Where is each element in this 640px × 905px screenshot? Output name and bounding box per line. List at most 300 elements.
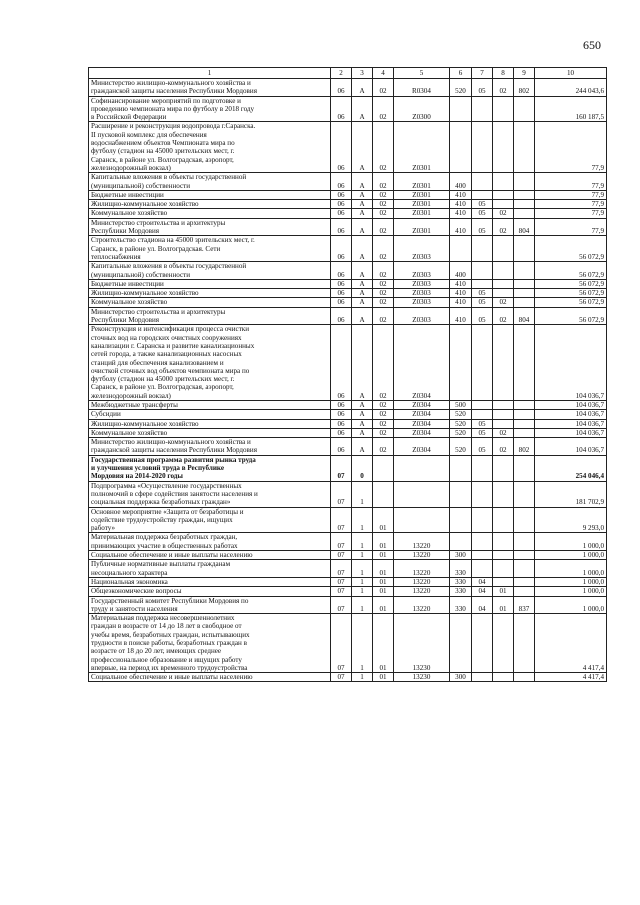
cell-section — [472, 551, 493, 560]
cell-section — [472, 173, 493, 191]
cell-expense-type — [450, 96, 472, 122]
cell-subprogram: 1 — [352, 533, 373, 551]
cell-program: 06 — [331, 438, 352, 456]
column-header: 9 — [514, 68, 535, 79]
cell-ministry: 802 — [514, 79, 535, 97]
cell-program: 07 — [331, 673, 352, 682]
cell-ministry — [514, 419, 535, 428]
table-row — [89, 173, 607, 191]
table-row — [89, 438, 607, 456]
cell-amount: 104 036,7 — [535, 410, 607, 419]
cell-program: 06 — [331, 325, 352, 401]
cell-program: 06 — [331, 218, 352, 236]
cell-event: 02 — [373, 209, 394, 218]
cell-subprogram: А — [352, 428, 373, 437]
cell-section: 04 — [472, 596, 493, 614]
row-description: Министерство строительства и архитектуры Республики Мордовия — [89, 218, 331, 236]
cell-expense-type: 300 — [450, 673, 472, 682]
cell-section — [472, 673, 493, 682]
table-row — [89, 209, 607, 218]
row-description: Жилищно-коммунальное хозяйство — [89, 289, 331, 298]
cell-amount: 104 036,7 — [535, 428, 607, 437]
cell-program: 06 — [331, 410, 352, 419]
cell-direction: Z0301 — [394, 122, 450, 173]
cell-section — [472, 560, 493, 578]
cell-direction: Z0304 — [394, 410, 450, 419]
cell-event: 02 — [373, 218, 394, 236]
cell-expense-type: 400 — [450, 262, 472, 280]
cell-subsection — [493, 190, 514, 199]
column-header: 8 — [493, 68, 514, 79]
cell-expense-type — [450, 614, 472, 673]
table-row — [89, 307, 607, 325]
cell-expense-type: 520 — [450, 428, 472, 437]
cell-expense-type: 410 — [450, 218, 472, 236]
cell-ministry: 804 — [514, 218, 535, 236]
cell-direction: 13220 — [394, 551, 450, 560]
cell-direction: Z0300 — [394, 96, 450, 122]
cell-expense-type — [450, 507, 472, 533]
cell-amount: 56 072,9 — [535, 236, 607, 262]
row-description: Основное мероприятие «Защита от безработицы и содействие трудоустройству граждан, ищущих работу» — [89, 507, 331, 533]
cell-event: 02 — [373, 236, 394, 262]
cell-ministry — [514, 673, 535, 682]
cell-program: 06 — [331, 400, 352, 409]
cell-expense-type: 410 — [450, 279, 472, 288]
cell-event: 02 — [373, 279, 394, 288]
cell-direction: 13220 — [394, 587, 450, 596]
cell-ministry — [514, 560, 535, 578]
row-description: Расширение и реконструкция водопровода г.Саранска. II пусковой комплекс для обеспечения водоснабжением объектов Чемпионата мира по футболу (стадион на 45000 зрительских мест, г. Саранск, в районе ул. Волгоградская, аэропорт, железнодорожный вокзал) — [89, 122, 331, 173]
row-description: Министерство жилищно-коммунального хозяйства и гражданской защиты населения Республики Мордовия — [89, 438, 331, 456]
cell-subprogram: А — [352, 190, 373, 199]
cell-ministry — [514, 533, 535, 551]
table-row — [89, 614, 607, 673]
cell-subsection: 01 — [493, 596, 514, 614]
column-header: 1 — [89, 68, 331, 79]
cell-section — [472, 455, 493, 481]
cell-expense-type: 410 — [450, 307, 472, 325]
cell-ministry — [514, 587, 535, 596]
cell-expense-type: 410 — [450, 190, 472, 199]
cell-subsection — [493, 325, 514, 401]
cell-ministry — [514, 173, 535, 191]
cell-section: 05 — [472, 200, 493, 209]
cell-amount: 1 000,0 — [535, 596, 607, 614]
column-header: 5 — [394, 68, 450, 79]
cell-expense-type: 520 — [450, 438, 472, 456]
cell-amount: 1 000,0 — [535, 587, 607, 596]
cell-direction: Z0301 — [394, 218, 450, 236]
cell-amount: 1 000,0 — [535, 533, 607, 551]
cell-ministry — [514, 236, 535, 262]
table-row — [89, 190, 607, 199]
cell-subprogram: А — [352, 307, 373, 325]
cell-program: 07 — [331, 587, 352, 596]
cell-event: 02 — [373, 79, 394, 97]
cell-subprogram: А — [352, 96, 373, 122]
cell-subsection — [493, 614, 514, 673]
cell-ministry — [514, 122, 535, 173]
cell-expense-type — [450, 325, 472, 401]
column-header: 2 — [331, 68, 352, 79]
row-description: Софинансирование мероприятий по подготовке и проведению чемпионата мира по футболу в 2018 году в Российской Федерации — [89, 96, 331, 122]
table-row — [89, 507, 607, 533]
cell-program: 06 — [331, 279, 352, 288]
row-description: Подпрограмма «Осуществление государственных полномочий в сфере содействия занятости населения и социальная поддержка безработных граждан» — [89, 481, 331, 507]
cell-event — [373, 481, 394, 507]
cell-direction: Z0303 — [394, 236, 450, 262]
table-row — [89, 551, 607, 560]
cell-direction: Z0303 — [394, 307, 450, 325]
row-description: Социальное обеспечение и иные выплаты населению — [89, 673, 331, 682]
cell-ministry — [514, 289, 535, 298]
row-description: Строительство стадиона на 45000 зрительских мест, г. Саранск, в районе ул. Волгоградская. Сети теплоснабжения — [89, 236, 331, 262]
table-row — [89, 79, 607, 97]
cell-subprogram: 1 — [352, 596, 373, 614]
cell-section — [472, 262, 493, 280]
cell-program: 06 — [331, 298, 352, 307]
cell-amount: 56 072,9 — [535, 289, 607, 298]
row-description: Бюджетные инвестиции — [89, 279, 331, 288]
cell-ministry — [514, 455, 535, 481]
cell-event: 02 — [373, 262, 394, 280]
cell-expense-type: 300 — [450, 551, 472, 560]
cell-section: 05 — [472, 218, 493, 236]
cell-event: 01 — [373, 533, 394, 551]
cell-section — [472, 614, 493, 673]
cell-ministry — [514, 428, 535, 437]
cell-subprogram: А — [352, 419, 373, 428]
row-description: Жилищно-коммунальное хозяйство — [89, 200, 331, 209]
cell-direction: Z0303 — [394, 279, 450, 288]
cell-direction: Z0304 — [394, 428, 450, 437]
cell-event: 01 — [373, 596, 394, 614]
cell-subsection — [493, 279, 514, 288]
cell-ministry — [514, 262, 535, 280]
header-row — [89, 68, 607, 79]
cell-amount: 104 036,7 — [535, 438, 607, 456]
cell-amount: 77,9 — [535, 218, 607, 236]
cell-subprogram: 1 — [352, 577, 373, 586]
cell-event: 02 — [373, 289, 394, 298]
cell-expense-type: 410 — [450, 209, 472, 218]
cell-program: 06 — [331, 428, 352, 437]
cell-event: 02 — [373, 96, 394, 122]
table-row — [89, 560, 607, 578]
cell-expense-type: 520 — [450, 419, 472, 428]
cell-expense-type: 520 — [450, 79, 472, 97]
cell-subsection — [493, 400, 514, 409]
cell-amount: 9 293,0 — [535, 507, 607, 533]
cell-section: 05 — [472, 289, 493, 298]
cell-program: 07 — [331, 577, 352, 586]
cell-direction: Z0301 — [394, 190, 450, 199]
cell-amount: 104 036,7 — [535, 400, 607, 409]
table-row — [89, 481, 607, 507]
cell-subprogram: А — [352, 173, 373, 191]
cell-amount: 4 417,4 — [535, 673, 607, 682]
cell-subsection: 02 — [493, 79, 514, 97]
cell-event: 02 — [373, 173, 394, 191]
cell-expense-type — [450, 455, 472, 481]
table-row — [89, 298, 607, 307]
cell-subprogram: А — [352, 298, 373, 307]
cell-program: 07 — [331, 507, 352, 533]
cell-ministry: 802 — [514, 438, 535, 456]
cell-amount: 77,9 — [535, 209, 607, 218]
cell-ministry — [514, 400, 535, 409]
cell-program: 06 — [331, 262, 352, 280]
cell-section: 05 — [472, 419, 493, 428]
cell-subsection — [493, 419, 514, 428]
cell-ministry — [514, 481, 535, 507]
cell-direction: 13230 — [394, 614, 450, 673]
table-row — [89, 428, 607, 437]
cell-event: 01 — [373, 614, 394, 673]
cell-section — [472, 190, 493, 199]
row-description: Жилищно-коммунальное хозяйство — [89, 419, 331, 428]
cell-subsection — [493, 262, 514, 280]
cell-expense-type — [450, 122, 472, 173]
cell-ministry: 837 — [514, 596, 535, 614]
cell-event: 02 — [373, 122, 394, 173]
table-row — [89, 587, 607, 596]
cell-event: 02 — [373, 400, 394, 409]
cell-subprogram: А — [352, 262, 373, 280]
cell-program: 06 — [331, 173, 352, 191]
cell-amount: 77,9 — [535, 173, 607, 191]
cell-subprogram: 1 — [352, 614, 373, 673]
cell-expense-type: 520 — [450, 410, 472, 419]
cell-subprogram: А — [352, 438, 373, 456]
cell-expense-type: 400 — [450, 173, 472, 191]
row-description: Материальная поддержка несовершеннолетних граждан в возрасте от 14 до 18 лет в свободное от учебы время, безработных граждан, испытывающих трудности в поиске работы, безработных граждан в возрасте от 18 до 20 лет, имеющих среднее профессиональное образование и ищущих работу впервые, на период их временного трудоустройства — [89, 614, 331, 673]
table-row — [89, 325, 607, 401]
cell-event: 02 — [373, 307, 394, 325]
cell-expense-type: 330 — [450, 587, 472, 596]
cell-program: 06 — [331, 122, 352, 173]
cell-program: 07 — [331, 614, 352, 673]
cell-direction: Z0301 — [394, 200, 450, 209]
cell-ministry — [514, 507, 535, 533]
table-row — [89, 96, 607, 122]
cell-expense-type: 410 — [450, 200, 472, 209]
cell-event: 01 — [373, 551, 394, 560]
table-row — [89, 400, 607, 409]
cell-ministry — [514, 190, 535, 199]
column-header: 6 — [450, 68, 472, 79]
cell-direction: Z0303 — [394, 298, 450, 307]
cell-subsection — [493, 96, 514, 122]
cell-subsection — [493, 481, 514, 507]
cell-ministry — [514, 551, 535, 560]
cell-subsection: 02 — [493, 438, 514, 456]
cell-event: 02 — [373, 428, 394, 437]
cell-event: 01 — [373, 507, 394, 533]
cell-subprogram: А — [352, 236, 373, 262]
cell-program: 06 — [331, 419, 352, 428]
cell-subprogram: 1 — [352, 551, 373, 560]
cell-direction: Z0303 — [394, 262, 450, 280]
cell-program: 07 — [331, 551, 352, 560]
cell-subprogram: 1 — [352, 481, 373, 507]
cell-direction: 13220 — [394, 596, 450, 614]
row-description: Государственная программа развития рынка труда и улучшения условий труда в Республике Мордовия на 2014-2020 годы — [89, 455, 331, 481]
cell-expense-type: 330 — [450, 560, 472, 578]
table-row — [89, 533, 607, 551]
cell-event: 01 — [373, 587, 394, 596]
cell-program: 06 — [331, 79, 352, 97]
column-header: 10 — [535, 68, 607, 79]
cell-ministry — [514, 298, 535, 307]
table-row — [89, 200, 607, 209]
cell-subsection: 02 — [493, 209, 514, 218]
cell-subsection — [493, 289, 514, 298]
table-row — [89, 410, 607, 419]
cell-subprogram: А — [352, 122, 373, 173]
cell-subsection — [493, 673, 514, 682]
table-row — [89, 279, 607, 288]
cell-subprogram: 1 — [352, 587, 373, 596]
row-description: Коммунальное хозяйство — [89, 209, 331, 218]
cell-amount: 56 072,9 — [535, 279, 607, 288]
table-row — [89, 262, 607, 280]
cell-expense-type: 330 — [450, 596, 472, 614]
cell-subsection: 02 — [493, 428, 514, 437]
cell-amount: 77,9 — [535, 122, 607, 173]
cell-section: 05 — [472, 307, 493, 325]
cell-amount: 1 000,0 — [535, 551, 607, 560]
row-description: Реконструкция и интенсификация процесса очистки сточных вод на городских очистных сооружениях канализации г. Саранска и развитие канализационных сетей города, а также канализационных насосных станций для обеспечения канализованием и очисткой сточных вод объектов чемпионата мира по футболу (стадион на 45000 зрительских мест, г. Саранск, в районе ул. Волгоградская, аэропорт, железнодорожный вокзал) — [89, 325, 331, 401]
cell-direction: Z0303 — [394, 289, 450, 298]
cell-subprogram: 1 — [352, 673, 373, 682]
cell-direction: Z0304 — [394, 419, 450, 428]
cell-ministry — [514, 577, 535, 586]
page-number: 650 — [583, 38, 601, 52]
cell-section — [472, 533, 493, 551]
cell-subprogram: А — [352, 400, 373, 409]
cell-event: 02 — [373, 419, 394, 428]
row-description: Министерство строительства и архитектуры Республики Мордовия — [89, 307, 331, 325]
cell-subsection: 02 — [493, 218, 514, 236]
cell-ministry — [514, 410, 535, 419]
table-row — [89, 236, 607, 262]
cell-subprogram: А — [352, 279, 373, 288]
row-description: Министерство жилищно-коммунального хозяйства и гражданской защиты населения Республики Мордовия — [89, 79, 331, 97]
cell-ministry — [514, 279, 535, 288]
cell-direction — [394, 507, 450, 533]
cell-section: 05 — [472, 79, 493, 97]
table-body — [89, 79, 607, 682]
cell-subsection: 01 — [493, 587, 514, 596]
cell-amount: 77,9 — [535, 190, 607, 199]
cell-ministry: 804 — [514, 307, 535, 325]
cell-direction: Z0304 — [394, 438, 450, 456]
cell-program: 07 — [331, 533, 352, 551]
table-row — [89, 577, 607, 586]
cell-expense-type — [450, 236, 472, 262]
cell-ministry — [514, 614, 535, 673]
cell-section: 05 — [472, 428, 493, 437]
cell-program: 07 — [331, 560, 352, 578]
cell-expense-type: 410 — [450, 289, 472, 298]
table-row — [89, 289, 607, 298]
row-description: Социальное обеспечение и иные выплаты населению — [89, 551, 331, 560]
cell-subprogram: А — [352, 209, 373, 218]
cell-expense-type — [450, 481, 472, 507]
cell-section — [472, 400, 493, 409]
cell-direction: Z0304 — [394, 325, 450, 401]
cell-section: 04 — [472, 577, 493, 586]
cell-event: 02 — [373, 200, 394, 209]
table-row — [89, 122, 607, 173]
cell-program: 06 — [331, 190, 352, 199]
cell-event: 02 — [373, 298, 394, 307]
cell-subsection: 02 — [493, 298, 514, 307]
cell-amount: 244 043,6 — [535, 79, 607, 97]
cell-subsection — [493, 551, 514, 560]
cell-program: 06 — [331, 236, 352, 262]
cell-event: 02 — [373, 325, 394, 401]
row-description: Национальная экономика — [89, 577, 331, 586]
cell-subprogram: А — [352, 325, 373, 401]
cell-direction — [394, 481, 450, 507]
cell-event: 02 — [373, 410, 394, 419]
cell-subsection — [493, 577, 514, 586]
cell-program: 06 — [331, 200, 352, 209]
cell-amount: 254 046,4 — [535, 455, 607, 481]
cell-section — [472, 96, 493, 122]
cell-direction — [394, 455, 450, 481]
row-description: Государственный комитет Республики Мордовия по труду и занятости населения — [89, 596, 331, 614]
cell-amount: 1 000,0 — [535, 577, 607, 586]
cell-amount: 160 187,5 — [535, 96, 607, 122]
cell-event: 01 — [373, 673, 394, 682]
cell-event: 01 — [373, 577, 394, 586]
cell-program: 06 — [331, 307, 352, 325]
cell-ministry — [514, 209, 535, 218]
cell-section — [472, 507, 493, 533]
cell-direction: 13220 — [394, 560, 450, 578]
cell-amount: 77,9 — [535, 200, 607, 209]
budget-table — [88, 67, 607, 682]
cell-program: 07 — [331, 596, 352, 614]
cell-section — [472, 122, 493, 173]
cell-direction: Z0301 — [394, 209, 450, 218]
cell-amount: 4 417,4 — [535, 614, 607, 673]
cell-expense-type: 410 — [450, 298, 472, 307]
table-row — [89, 673, 607, 682]
cell-section — [472, 236, 493, 262]
cell-program: 06 — [331, 96, 352, 122]
cell-section — [472, 325, 493, 401]
cell-subprogram: 0 — [352, 455, 373, 481]
cell-subsection — [493, 410, 514, 419]
row-description: Капитальные вложения в объекты государственной (муниципальной) собственности — [89, 173, 331, 191]
cell-section: 04 — [472, 587, 493, 596]
row-description: Капитальные вложения в объекты государственной (муниципальной) собственности — [89, 262, 331, 280]
table-row — [89, 596, 607, 614]
cell-ministry — [514, 325, 535, 401]
row-description: Субсидии — [89, 410, 331, 419]
cell-amount: 56 072,9 — [535, 307, 607, 325]
cell-amount: 104 036,7 — [535, 325, 607, 401]
cell-section: 05 — [472, 298, 493, 307]
row-description: Материальная поддержка безработных граждан, принимающих участие в общественных работах — [89, 533, 331, 551]
cell-direction: 13230 — [394, 673, 450, 682]
cell-amount: 56 072,9 — [535, 262, 607, 280]
